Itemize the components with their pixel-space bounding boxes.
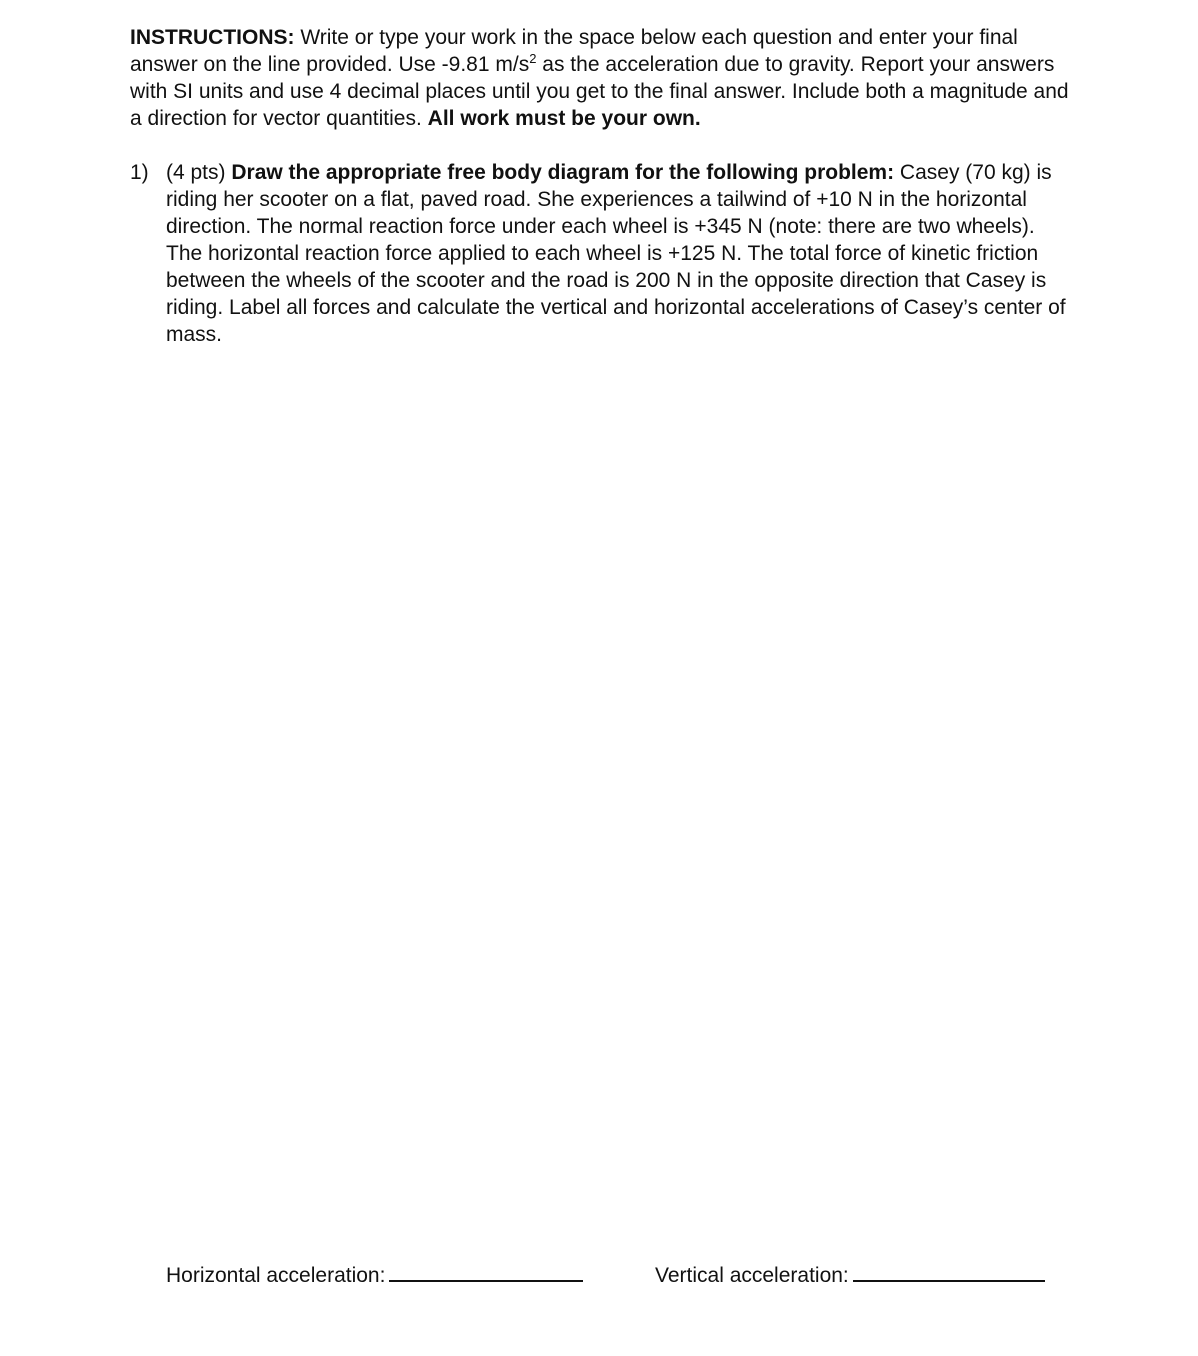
question-number: 1) (130, 161, 149, 184)
vertical-acceleration-label: Vertical acceleration: (655, 1264, 849, 1287)
instructions-text-2: as the acceleration due to gravity. Report your answers with SI units and use 4 decimal places until you get to the final answer. Include both a magnitude and a direction for vector quantities. (130, 53, 1069, 130)
instructions-paragraph (130, 24, 1070, 132)
instructions-text-1: Write or type your work in the space below each question and enter your final answer on the line provided. Use -9.81 m/s (130, 26, 1018, 76)
vertical-acceleration-answer (655, 1260, 1045, 1289)
question-1 (130, 159, 1070, 348)
question-text: Casey (70 kg) is riding her scooter on a flat, paved road. She experiences a tailwind of +10 N in the horizontal direction. The normal reaction force under each wheel is +345 N (note: there are two wheels). The horizontal reaction force applied to each wheel is +125 N. The total force of kinetic friction between the wheels of the scooter and the road is 200 N in the opposite direction that Casey is riding. Label all forces and calculate the vertical and horizontal accelerations of Casey’s center of mass. (166, 161, 1066, 346)
instructions-label: INSTRUCTIONS: (130, 26, 295, 49)
question-body (166, 159, 1070, 348)
question-prompt: Draw the appropriate free body diagram for the following problem: (231, 161, 895, 184)
horizontal-acceleration-label: Horizontal acceleration: (166, 1264, 386, 1287)
question-points: (4 pts) (166, 161, 232, 184)
horizontal-acceleration-answer (166, 1260, 583, 1289)
horizontal-acceleration-blank[interactable] (389, 1260, 583, 1282)
vertical-acceleration-blank[interactable] (853, 1260, 1045, 1282)
instructions-emphasis: All work must be your own. (427, 107, 701, 130)
instructions-superscript: 2 (529, 51, 537, 66)
